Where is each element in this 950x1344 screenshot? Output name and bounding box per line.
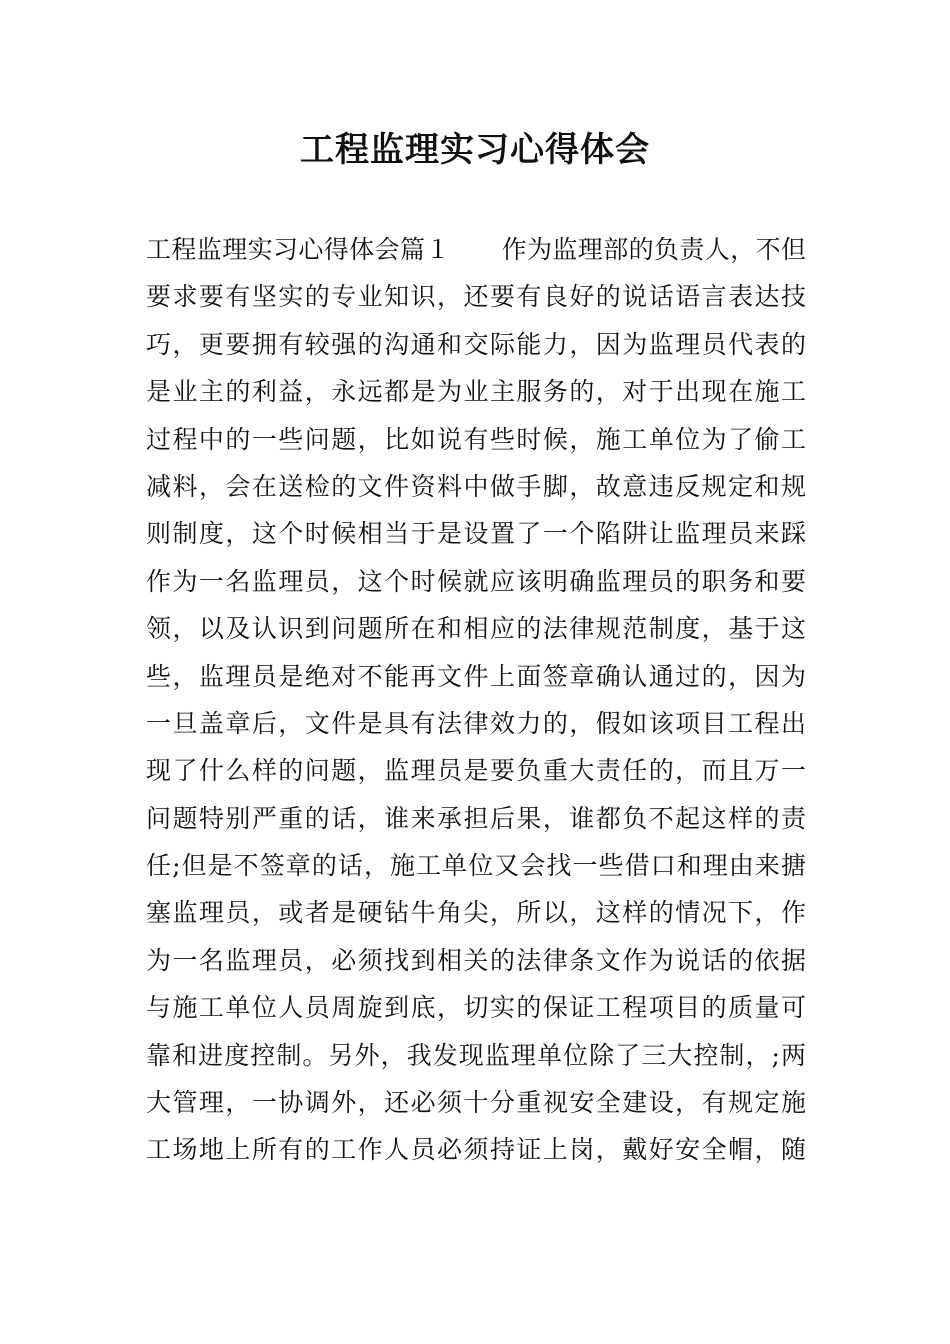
body-line: 与施工单位人员周旋到底，切实的保证工程项目的质量可 [146, 993, 806, 1023]
body-line: 巧，更要拥有较强的沟通和交际能力，因为监理员代表的 [146, 329, 806, 359]
body-line: 任;但是不签章的话，施工单位又会找一些借口和理由来搪 [146, 851, 806, 881]
body-line: 现了什么样的问题，监理员是要负重大责任的，而且万一 [146, 756, 806, 786]
body-line: 为一名监理员，必须找到相关的法律条文作为说话的依据 [146, 945, 806, 975]
body-line: 塞监理员，或者是硬钻牛角尖，所以，这样的情况下，作 [146, 898, 806, 928]
body-line: 减料，会在送检的文件资料中做手脚，故意违反规定和规 [146, 471, 806, 501]
body-line: 靠和进度控制。另外，我发现监理单位除了三大控制，;两 [146, 1040, 806, 1070]
body-line: 大管理，一协调外，还必须十分重视安全建设，有规定施 [146, 1088, 806, 1118]
body-line: 工程监理实习心得体会篇１ 作为监理部的负责人，不但 [146, 235, 806, 264]
body-line: 问题特别严重的话，谁来承担后果，谁都负不起这样的责 [146, 803, 806, 833]
body-line: 工场地上所有的工作人员必须持证上岗，戴好安全帽，随 [146, 1135, 806, 1165]
body-line: 过程中的一些问题，比如说有些时候，施工单位为了偷工 [146, 424, 806, 454]
body-line: 领，以及认识到问题所在和相应的法律规范制度，基于这 [146, 614, 806, 644]
body-line: 些，监理员是绝对不能再文件上面签章确认通过的，因为 [146, 661, 806, 691]
body-line: 是业主的利益，永远都是为业主服务的，对于出现在施工 [146, 377, 806, 407]
body-line: 作为一名监理员，这个时候就应该明确监理员的职务和要 [146, 566, 806, 596]
body-line: 则制度，这个时候相当于是设置了一个陷阱让监理员来踩 [146, 519, 806, 549]
body-line: 要求要有坚实的专业知识，还要有良好的说话语言表达技 [146, 282, 806, 312]
body-line: 一旦盖章后，文件是具有法律效力的，假如该项目工程出 [146, 708, 806, 738]
document-title: 工程监理实习心得体会 [300, 130, 650, 170]
document-body [146, 226, 806, 1174]
